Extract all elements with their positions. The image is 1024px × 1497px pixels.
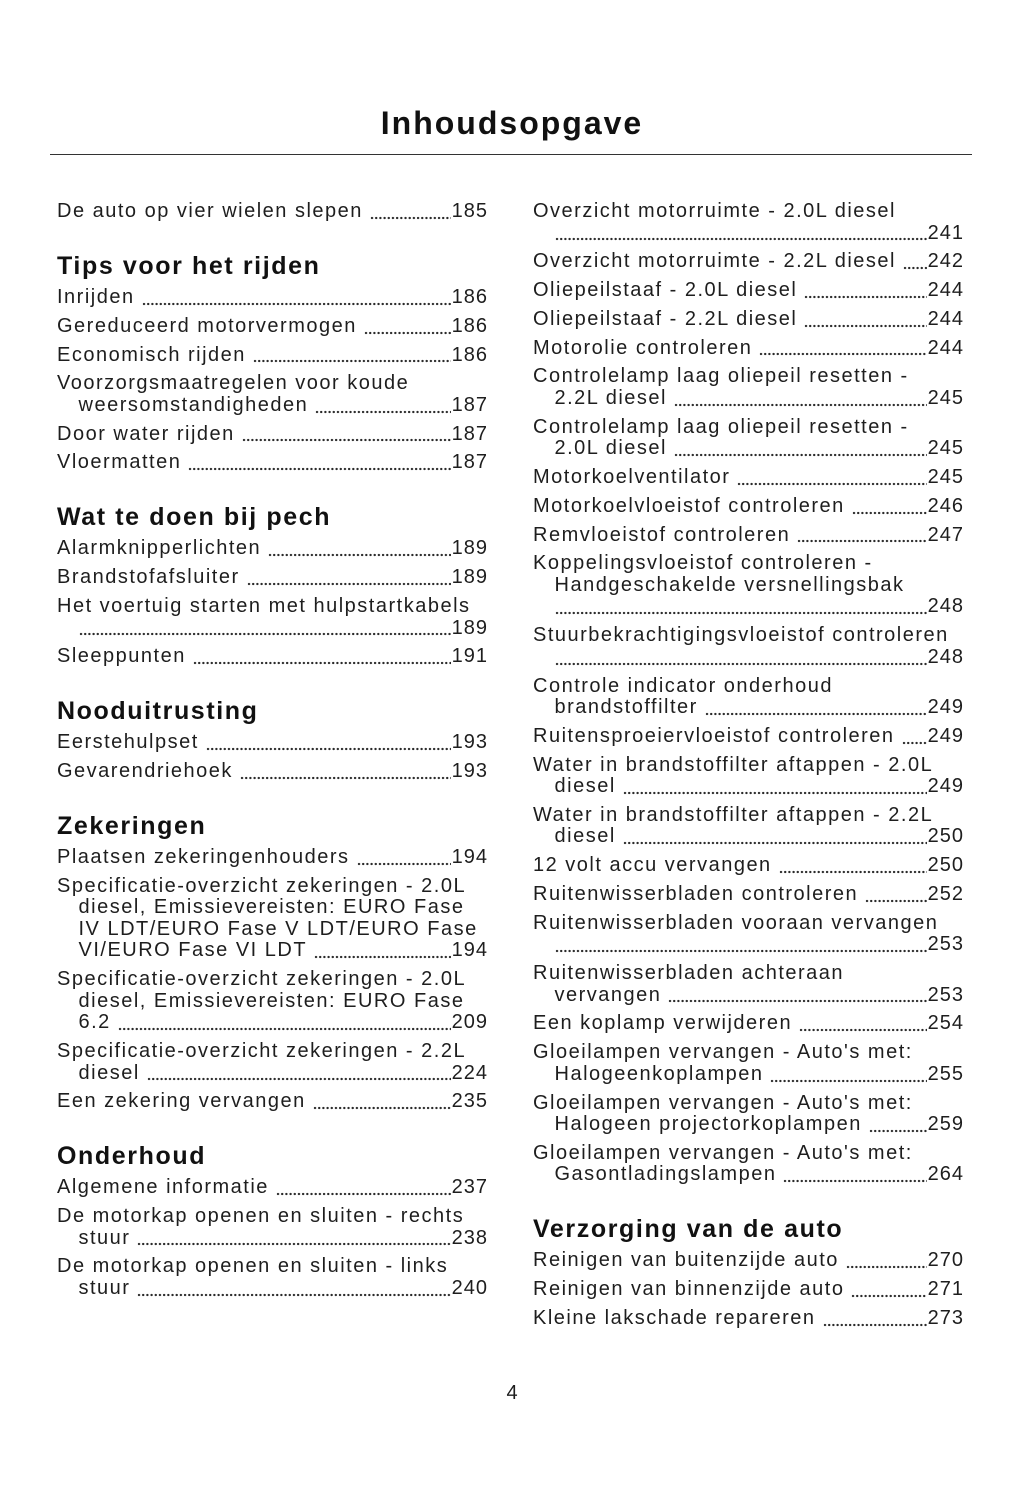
toc-entry [533, 1143, 963, 1186]
toc-entry-text: Eerstehulpset [57, 731, 199, 754]
toc-entry [57, 1177, 487, 1199]
toc-entry-line [57, 287, 487, 309]
dot-leader [869, 1114, 927, 1136]
toc-entry [57, 201, 487, 223]
toc-entry-text: Voorzorgsmaatregelen voor koude [57, 372, 410, 395]
dot-leader [147, 1063, 451, 1085]
toc-entry-line [533, 525, 963, 547]
dot-leader [242, 424, 451, 446]
toc-entry-text: Een zekering vervangen [57, 1090, 306, 1113]
dot-leader [315, 395, 450, 417]
toc-entry-text: 2.0L diesel [554, 437, 667, 460]
dot-leader [314, 940, 451, 962]
toc-entry-line [57, 876, 487, 898]
toc-entry [533, 309, 963, 331]
toc-entry [57, 287, 487, 309]
toc-entry-text: VI/EURO Fase VI LDT [78, 939, 308, 962]
toc-entry-text: Algemene informatie [57, 1176, 269, 1199]
toc-page-number: 273 [927, 1306, 964, 1329]
toc-entry-line [533, 826, 963, 848]
page-title: Inhoudsopgave [380, 105, 644, 141]
toc-entry-line [533, 1143, 963, 1165]
toc-page-number: 186 [451, 314, 488, 337]
toc-entry-text: Specificatie-overzicht zekeringen - 2.0L [57, 874, 467, 897]
dot-leader [846, 1250, 927, 1272]
toc-entry [533, 625, 963, 668]
toc-entry-line [533, 496, 963, 518]
toc-entry-line [533, 805, 963, 827]
dot-leader [142, 287, 451, 309]
toc-page-number: 255 [927, 1062, 964, 1085]
toc-entry-text: 6.2 [78, 1011, 111, 1034]
toc-entry-text: Economisch rijden [57, 343, 246, 366]
toc-page-number: 241 [927, 221, 964, 244]
toc-page-number: 187 [451, 422, 488, 445]
dot-leader [193, 646, 451, 668]
dot-leader [804, 309, 926, 331]
dot-leader [902, 726, 927, 748]
toc-entry-text: Een koplamp verwijderen [533, 1012, 793, 1035]
toc-entry-text: weersomstandigheden [78, 393, 309, 416]
toc-entry-line [533, 726, 963, 748]
toc-entry-line [533, 985, 963, 1007]
toc-entry-text: Sleeppunten [57, 645, 186, 668]
toc-entry-line [57, 201, 487, 223]
toc-entry-text: Reinigen van buitenzijde auto [533, 1249, 839, 1272]
toc-entry-line [533, 676, 963, 698]
toc-page-number: 264 [927, 1163, 964, 1186]
toc-page-number: 224 [451, 1061, 488, 1084]
toc-entry-line [57, 452, 487, 474]
section-heading: Nooduitrusting [57, 697, 259, 726]
toc-entry [57, 969, 487, 1034]
toc-entry-line [57, 969, 487, 991]
toc-entry [533, 467, 963, 489]
toc-page-number: 254 [927, 1012, 964, 1035]
toc-entry-text: Stuurbekrachtigingsvloeistof controleren [533, 624, 949, 647]
dot-leader [370, 201, 451, 223]
toc-entry-text: Controlelamp laag oliepeil resetten - [533, 415, 909, 438]
dot-leader [555, 934, 927, 956]
toc-page-number: 259 [927, 1113, 964, 1136]
toc-column-left [57, 201, 487, 1307]
toc-entry [57, 316, 487, 338]
toc-page-number: 244 [927, 336, 964, 359]
toc-entry-text: Koppelingsvloeistof controleren - [533, 552, 873, 575]
toc-entry-line [533, 1308, 963, 1330]
toc-entry [533, 884, 963, 906]
section-heading: Zekeringen [57, 811, 207, 840]
toc-entry-line [533, 280, 963, 302]
dot-leader [797, 525, 926, 547]
toc-page-number: 271 [927, 1278, 964, 1301]
toc-page-number: 186 [451, 285, 488, 308]
toc-entry-text: Water in brandstoffilter aftappen - 2.0L [533, 753, 934, 776]
toc-entry-text: brandstoffilter [554, 696, 698, 719]
toc-entry-line [533, 596, 963, 618]
toc-page-number: 244 [927, 279, 964, 302]
toc-entry [57, 1256, 487, 1299]
toc-entry-text: Ruitenwisserbladen controleren [533, 883, 859, 906]
toc-entry-text: Kleine lakschade repareren [533, 1306, 816, 1329]
toc-entry [57, 646, 487, 668]
dot-leader [137, 1228, 450, 1250]
toc-column-right [533, 201, 963, 1337]
toc-page-number: 189 [451, 616, 488, 639]
toc-entry-line [533, 913, 963, 935]
toc-entry-text: diesel [78, 1061, 140, 1084]
toc-entry-line [57, 538, 487, 560]
dot-leader [737, 467, 926, 489]
dot-leader [79, 618, 451, 640]
toc-entry-line [533, 647, 963, 669]
toc-entry-text: vervangen [554, 983, 662, 1006]
toc-entry-line [57, 1091, 487, 1113]
toc-entry-line [533, 1064, 963, 1086]
toc-entry-line [533, 625, 963, 647]
dot-leader [555, 596, 927, 618]
toc-entry-line [57, 618, 487, 640]
toc-page-number: 193 [451, 760, 488, 783]
toc-entry-line [57, 919, 487, 941]
toc-page-number: 193 [451, 731, 488, 754]
dot-leader [247, 567, 451, 589]
toc-entry-text: stuur [78, 1226, 131, 1249]
toc-entry [533, 726, 963, 748]
toc-entry-text: diesel, Emissievereisten: EURO Fase [78, 896, 465, 919]
toc-entry-line [57, 424, 487, 446]
dot-leader [253, 345, 451, 367]
toc-entry [533, 280, 963, 302]
toc-page-number: 245 [927, 466, 964, 489]
toc-entry-line [533, 697, 963, 719]
toc-entry [533, 913, 963, 956]
toc-entry-text: Het voertuig starten met hulpstartkabels [57, 595, 471, 618]
toc-page-number: 245 [927, 386, 964, 409]
toc-entry [57, 1091, 487, 1113]
toc-entry-text: Oliepeilstaaf - 2.2L diesel [533, 307, 798, 330]
toc-page-number: 237 [451, 1176, 488, 1199]
toc-entry [533, 1279, 963, 1301]
toc-entry-line [57, 316, 487, 338]
toc-entry-text: De motorkap openen en sluiten - rechts [57, 1205, 465, 1228]
toc-entry-line [533, 388, 963, 410]
dot-leader [759, 338, 926, 360]
toc-entry [533, 676, 963, 719]
dot-leader [852, 496, 927, 518]
toc-entry-line [57, 761, 487, 783]
toc-page-number: 185 [451, 200, 488, 222]
toc-entry-text: Controlelamp laag oliepeil resetten - [533, 365, 909, 388]
dot-leader [668, 985, 926, 1007]
toc-entry [533, 1093, 963, 1136]
dot-leader [823, 1308, 927, 1330]
toc-page-number: 249 [927, 775, 964, 798]
dot-leader [555, 223, 927, 245]
dot-leader [851, 1279, 926, 1301]
toc-entry-text: Gasontladingslampen [554, 1163, 777, 1186]
toc-page-number: 249 [927, 696, 964, 719]
toc-page-number: 245 [927, 437, 964, 460]
toc-entry-line [57, 646, 487, 668]
toc-entry-text: Ruitenwisserbladen vooraan vervangen [533, 911, 939, 934]
toc-entry-text: Remvloeistof controleren [533, 523, 791, 546]
toc-entry-text: 12 volt accu vervangen [533, 854, 772, 877]
toc-page-number: 235 [451, 1090, 488, 1113]
section-heading: Onderhoud [57, 1142, 207, 1171]
toc-entry [57, 847, 487, 869]
toc-entry-line [533, 855, 963, 877]
toc-entry-text: Ruitenwisserbladen achteraan [533, 962, 845, 985]
toc-entry-line [533, 1093, 963, 1115]
toc-entry-line [533, 553, 963, 575]
toc-entry-text: Inrijden [57, 285, 135, 308]
toc-entry-line [533, 223, 963, 245]
toc-entry-line [533, 338, 963, 360]
toc-entry-line [533, 1042, 963, 1064]
toc-entry-text: 2.2L diesel [554, 386, 667, 409]
toc-entry-line [533, 1114, 963, 1136]
toc-page-number: 186 [451, 343, 488, 366]
toc-entry [57, 596, 487, 639]
toc-entry-line [57, 567, 487, 589]
dot-leader [705, 697, 927, 719]
toc-entry-text: Handgeschakelde versnellingsbak [554, 573, 905, 596]
toc-entry [533, 1042, 963, 1085]
toc-entry [533, 1250, 963, 1272]
toc-entry-line [57, 1228, 487, 1250]
toc-entry-line [57, 1278, 487, 1300]
dot-leader [357, 847, 451, 869]
dot-leader [118, 1012, 451, 1034]
toc-entry-line [57, 1012, 487, 1034]
toc-page-number: 209 [451, 1011, 488, 1034]
toc-entry-line [533, 366, 963, 388]
dot-leader [804, 280, 926, 302]
toc-page-number: 187 [451, 451, 488, 474]
toc-entry-line [57, 1041, 487, 1063]
toc-page-number: 242 [927, 250, 964, 273]
toc-entry-line [57, 373, 487, 395]
toc-entry [533, 1013, 963, 1035]
toc-entry [57, 538, 487, 560]
toc-page-number: 252 [927, 883, 964, 906]
page-number: 4 [506, 1382, 518, 1404]
toc-entry-line [533, 438, 963, 460]
toc-entry [57, 567, 487, 589]
toc-page-number: 253 [927, 933, 964, 956]
toc-page-number: 248 [927, 645, 964, 668]
toc-entry-text: diesel, Emissievereisten: EURO Fase [78, 989, 465, 1012]
toc-page-number: 250 [927, 825, 964, 848]
toc-entry [533, 855, 963, 877]
dot-leader [555, 647, 927, 669]
toc-entry-line [57, 847, 487, 869]
toc-entry [533, 1308, 963, 1330]
toc-page-number: 189 [451, 537, 488, 560]
toc-page-number: 253 [927, 983, 964, 1006]
toc-entry-text: Specificatie-overzicht zekeringen - 2.2L [57, 1040, 467, 1062]
toc-entry-text: De auto op vier wielen slepen [57, 200, 363, 222]
dot-leader [674, 388, 927, 410]
toc-entry-line [533, 1250, 963, 1272]
toc-entry-text: Gevarendriehoek [57, 760, 233, 783]
toc-entry-text: Halogeenkoplampen [554, 1062, 764, 1085]
dot-leader [313, 1091, 451, 1113]
dot-leader [770, 1064, 926, 1086]
toc-entry-line [533, 309, 963, 331]
dot-leader [137, 1278, 450, 1300]
toc-entry-text: Gloeilampen vervangen - Auto's met: [533, 1041, 913, 1064]
section-heading: Tips voor het rijden [57, 251, 321, 280]
dot-leader [799, 1013, 927, 1035]
dot-leader [903, 251, 927, 273]
toc-entry-text: IV LDT/EURO Fase V LDT/EURO Fase [78, 917, 478, 940]
toc-page-number: 238 [451, 1226, 488, 1249]
toc-entry-text: Gereduceerd motorvermogen [57, 314, 357, 337]
toc-entry [533, 755, 963, 798]
toc-entry [533, 251, 963, 273]
toc-entry-line [533, 776, 963, 798]
toc-entry-text: Motorolie controleren [533, 336, 753, 359]
toc-entry [57, 345, 487, 367]
toc-page-number: 270 [927, 1249, 964, 1272]
toc-page-number: 250 [927, 854, 964, 877]
toc-entry-line [533, 963, 963, 985]
dot-leader [240, 761, 451, 783]
toc-entry-text: stuur [78, 1276, 131, 1299]
dot-leader [276, 1177, 451, 1199]
toc-entry-line [533, 467, 963, 489]
toc-entry-line [533, 201, 963, 223]
toc-entry-line [57, 732, 487, 754]
toc-entry [533, 525, 963, 547]
toc-entry-line [57, 1206, 487, 1228]
toc-entry [533, 963, 963, 1006]
toc-entry-line [533, 1279, 963, 1301]
toc-page-number: 246 [927, 494, 964, 517]
toc-entry-line [533, 1013, 963, 1035]
toc-entry [533, 496, 963, 518]
dot-leader [779, 855, 927, 877]
toc-entry-text: diesel [554, 825, 616, 848]
toc-entry-line [57, 1063, 487, 1085]
toc-entry-text: Gloeilampen vervangen - Auto's met: [533, 1091, 913, 1114]
toc-entry [57, 373, 487, 416]
toc-page-number: 194 [451, 846, 488, 869]
toc-entry-text: Alarmknipperlichten [57, 537, 262, 560]
toc-entry-line [57, 897, 487, 919]
toc-entry-text: Ruitensproeiervloeistof controleren [533, 724, 895, 747]
toc-entry-text: Vloermatten [57, 451, 182, 474]
toc-entry [533, 201, 963, 244]
dot-leader [783, 1164, 926, 1186]
toc-entry-text: Specificatie-overzicht zekeringen - 2.0L [57, 968, 467, 991]
toc-page-number: 187 [451, 393, 488, 416]
toc-entry-line [533, 575, 963, 597]
toc-entry-text: diesel [554, 775, 616, 798]
toc-entry [57, 1206, 487, 1249]
toc-entry-line [57, 1177, 487, 1199]
dot-leader [364, 316, 451, 338]
dot-leader [623, 776, 927, 798]
toc-entry-text: Motorkoelvloeistof controleren [533, 494, 845, 517]
toc-entry [57, 1041, 487, 1084]
toc-entry-line [57, 1256, 487, 1278]
toc-entry-text: Door water rijden [57, 422, 235, 445]
toc-entry-line [533, 251, 963, 273]
toc-entry-line [57, 345, 487, 367]
dot-leader [206, 732, 451, 754]
toc-entry-line [533, 884, 963, 906]
toc-entry-text: Halogeen projectorkoplampen [554, 1113, 862, 1136]
toc-entry-line [533, 1164, 963, 1186]
toc-page-number: 249 [927, 724, 964, 747]
toc-page-number: 194 [451, 939, 488, 962]
dot-leader [268, 538, 450, 560]
toc-entry-text: Controle indicator onderhoud [533, 674, 833, 697]
toc-entry-text: Brandstofafsluiter [57, 566, 240, 589]
dot-leader [674, 438, 927, 460]
toc-entry-line [57, 596, 487, 618]
toc-entry [533, 417, 963, 460]
toc-entry [533, 805, 963, 848]
toc-entry-text: Overzicht motorruimte - 2.2L diesel [533, 250, 896, 273]
toc-entry-line [57, 940, 487, 962]
toc-entry-line [57, 991, 487, 1013]
toc-entry [57, 876, 487, 962]
toc-page-number: 189 [451, 566, 488, 589]
toc-entry-text: Reinigen van binnenzijde auto [533, 1278, 845, 1301]
section-heading: Verzorging van de auto [533, 1215, 844, 1244]
dot-leader [623, 826, 927, 848]
toc-entry-line [533, 755, 963, 777]
toc-entry-line [57, 395, 487, 417]
toc-page-number: 244 [927, 307, 964, 330]
toc-entry [533, 338, 963, 360]
toc-entry-line [533, 417, 963, 439]
toc-entry-line [533, 934, 963, 956]
toc-entry [57, 732, 487, 754]
toc-entry [533, 553, 963, 618]
dot-leader [865, 884, 926, 906]
dot-leader [188, 452, 450, 474]
toc-entry-text: Plaatsen zekeringenhouders [57, 846, 350, 869]
toc-entry [533, 366, 963, 409]
toc-entry-text: Oliepeilstaaf - 2.0L diesel [533, 279, 798, 302]
toc-page-number: 191 [451, 645, 488, 668]
toc-entry [57, 424, 487, 446]
toc-page-number: 248 [927, 595, 964, 618]
toc-entry-text: Motorkoelventilator [533, 466, 731, 489]
toc-entry [57, 452, 487, 474]
toc-entry-text: De motorkap openen en sluiten - links [57, 1255, 449, 1278]
section-heading: Wat te doen bij pech [57, 503, 332, 532]
toc-entry [57, 761, 487, 783]
toc-page-number: 247 [927, 523, 964, 546]
title-divider [50, 154, 972, 155]
toc-entry-text: Overzicht motorruimte - 2.0L diesel [533, 200, 896, 222]
toc-entry-text: Gloeilampen vervangen - Auto's met: [533, 1141, 913, 1164]
toc-entry-text: Water in brandstoffilter aftappen - 2.2L [533, 803, 934, 826]
toc-page-number: 240 [451, 1276, 488, 1299]
